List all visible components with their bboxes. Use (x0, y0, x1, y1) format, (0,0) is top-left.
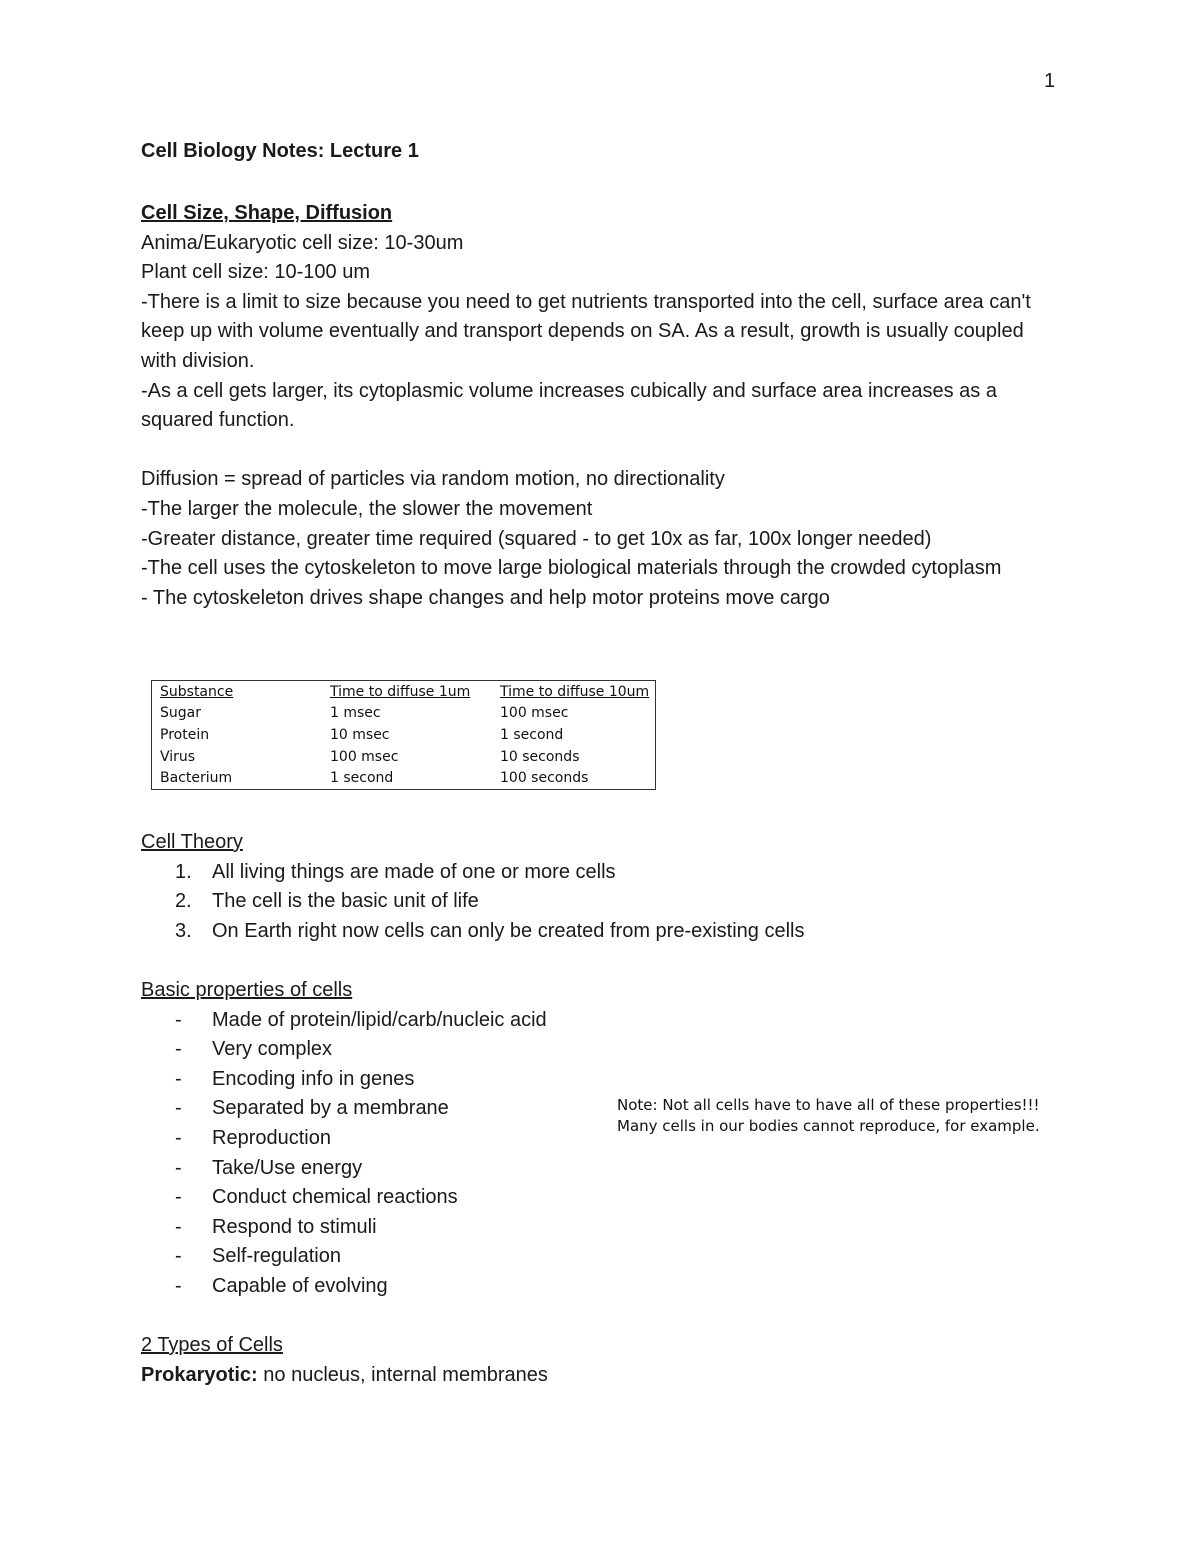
table-cell: 10 msec (330, 726, 390, 743)
table-cell: 100 msec (500, 705, 569, 722)
list-item: - Capable of evolving (175, 1274, 388, 1297)
list-item: - Very complex (175, 1038, 333, 1061)
cell-theory-heading: Cell Theory (141, 831, 243, 853)
table-cell: 100 msec (330, 748, 399, 765)
diffusion-line-distance: -Greater distance, greater time required (squared - to get 10x as far, 100x longer needed) (141, 527, 932, 550)
table-cell: 1 second (330, 770, 394, 787)
diffusion-definition: Diffusion = spread of particles via random motion, no directionality (141, 468, 725, 491)
cell-theory-list (141, 858, 1061, 947)
table-row (152, 767, 656, 789)
diffusion-line-molecule: -The larger the molecule, the slower the movement (141, 497, 593, 520)
animal-cell-size-line: Anima/Eukaryotic cell size: 10-30um (141, 231, 464, 254)
table-cell: 100 seconds (500, 770, 589, 787)
volume-paragraph: -As a cell gets larger, its cytoplasmic volume increases cubically and surface area increases as a squared function. (141, 379, 997, 432)
list-item: - Made of protein/lipid/carb/nucleic acid (175, 1008, 547, 1031)
diffusion-time-table (151, 680, 656, 790)
table-row (152, 703, 656, 725)
table-row (152, 724, 656, 746)
diffusion-line-shape: - The cytoskeleton drives shape changes and help motor proteins move cargo (141, 586, 830, 609)
table-cell: 1 second (500, 726, 564, 743)
table-cell: 10 seconds (500, 748, 580, 765)
table-cell: Sugar (160, 705, 201, 722)
prokaryotic-line (141, 1361, 1061, 1391)
table-header-row (152, 681, 656, 703)
cell-size-section (141, 199, 1061, 613)
table-cell: Bacterium (160, 770, 233, 787)
table-cell: Protein (160, 726, 210, 743)
properties-note (617, 1095, 1040, 1137)
header-time-1um: Time to diffuse 1um (330, 683, 471, 700)
list-item: - Encoding info in genes (175, 1067, 415, 1090)
list-item: 2. The cell is the basic unit of life (175, 890, 479, 913)
diffusion-line-cytoskeleton: -The cell uses the cytoskeleton to move large biological materials through the crowded cytoplasm (141, 557, 1002, 580)
list-item: - Self-regulation (175, 1245, 341, 1268)
list-item: - Take/Use energy (175, 1156, 363, 1179)
prokaryotic-text: no nucleus, internal membranes (257, 1363, 548, 1386)
document-title: Cell Biology Notes: Lecture 1 (141, 140, 419, 162)
list-item: 3. On Earth right now cells can only be created from pre-existing cells (175, 919, 805, 942)
page-number: 1 (1044, 70, 1056, 92)
note-line-2: Many cells in our bodies cannot reproduce, for example. (617, 1117, 1040, 1135)
list-item: - Separated by a membrane (175, 1097, 449, 1120)
properties-list (141, 1006, 1061, 1302)
header-substance: Substance (160, 683, 234, 700)
table-cell: 1 msec (330, 705, 381, 722)
list-item: 1. All living things are made of one or more cells (175, 860, 616, 883)
list-item: - Respond to stimuli (175, 1215, 377, 1238)
note-line-1: Note: Not all cells have to have all of these properties!!! (617, 1096, 1040, 1114)
table-row (152, 746, 656, 768)
table-cell: Virus (160, 748, 196, 765)
cell-types-heading: 2 Types of Cells (141, 1334, 283, 1357)
properties-heading: Basic properties of cells (141, 978, 353, 1001)
header-time-10um: Time to diffuse 10um (500, 683, 650, 700)
list-item: - Conduct chemical reactions (175, 1186, 458, 1209)
plant-cell-size-line: Plant cell size: 10-100 um (141, 261, 371, 284)
list-item: - Reproduction (175, 1126, 331, 1149)
prokaryotic-label: Prokaryotic: (141, 1363, 258, 1386)
size-limit-paragraph: -There is a limit to size because you need to get nutrients transported into the cell, surface area can't keep up with volume eventually and transport depends on SA. As a result, growth is usually coupled with division. (141, 290, 1031, 372)
cell-size-heading: Cell Size, Shape, Diffusion (141, 202, 393, 224)
